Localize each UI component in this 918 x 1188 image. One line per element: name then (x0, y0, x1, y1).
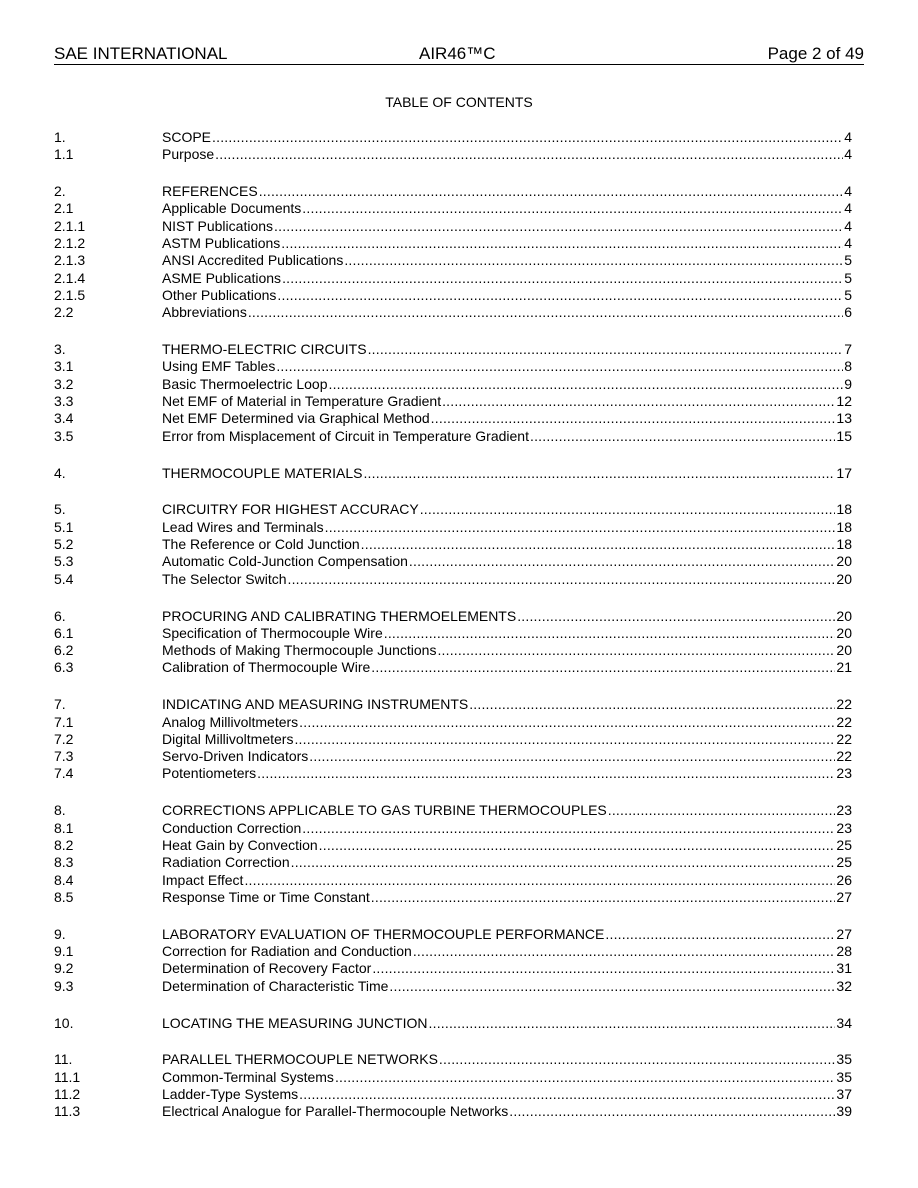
toc-entry-line (162, 536, 852, 553)
toc-entry-page: 4 (844, 235, 852, 252)
header-page-number: Page 2 of 49 (767, 44, 864, 63)
toc-entry-line (162, 465, 852, 482)
toc-entry-page: 26 (836, 871, 852, 888)
dot-leader (368, 341, 844, 358)
header-document-number: AIR46™C (419, 44, 496, 63)
toc-entry-number: 11. (54, 1051, 73, 1068)
toc-entry[interactable] (54, 696, 852, 713)
toc-entry-page: 4 (844, 183, 852, 200)
toc-entry[interactable] (54, 837, 852, 854)
dot-leader (409, 553, 836, 570)
toc-entry-number: 2.1.5 (54, 286, 86, 303)
toc-entry[interactable] (54, 571, 852, 588)
toc-entry-line (162, 341, 852, 358)
toc-entry[interactable] (54, 270, 852, 287)
toc-entry[interactable] (54, 465, 852, 482)
toc-entry-line (162, 714, 852, 731)
dot-leader (309, 748, 835, 765)
toc-entry-page: 20 (836, 607, 852, 624)
dot-leader (509, 1103, 835, 1120)
toc-entry-page: 39 (836, 1103, 852, 1120)
toc-entry[interactable] (54, 1103, 852, 1120)
toc-entry-line (162, 519, 852, 536)
dot-leader (371, 659, 835, 676)
toc-entry-line (162, 696, 852, 713)
toc-entry-line (162, 731, 852, 748)
toc-entry[interactable] (54, 854, 852, 871)
dot-leader (259, 183, 844, 200)
toc-entry-number: 11.2 (54, 1086, 81, 1102)
toc-entry-number: 11.1 (54, 1068, 81, 1085)
toc-entry-title: ANSI Accredited Publications (162, 252, 344, 269)
toc-section (54, 183, 852, 321)
toc-entry-title: Other Publications (162, 286, 277, 303)
dot-leader (361, 536, 836, 553)
toc-entry-number: 2.1.3 (54, 252, 86, 269)
toc-entry[interactable] (54, 820, 852, 837)
toc-entry-number: 2.1.2 (54, 235, 86, 252)
toc-entry[interactable] (54, 358, 852, 375)
dot-leader (517, 608, 835, 625)
toc-entry[interactable] (54, 802, 852, 819)
toc-entry-line (162, 428, 852, 445)
toc-entry-number: 5.1 (54, 518, 74, 535)
toc-entry[interactable] (54, 889, 852, 906)
toc-entry-page: 20 (836, 642, 852, 659)
toc-entry-number: 8.4 (54, 871, 74, 888)
toc-entry-title: Net EMF Determined via Graphical Method (162, 410, 430, 427)
toc-entry[interactable] (54, 1015, 852, 1032)
toc-entry-line (162, 926, 852, 943)
toc-entry-page: 6 (844, 304, 852, 321)
toc-entry-title: THERMOCOUPLE MATERIALS (162, 464, 363, 481)
toc-entry-title: ASME Publications (162, 269, 282, 286)
toc-entry-number: 5.4 (54, 570, 74, 587)
dot-leader (277, 287, 843, 304)
toc-entry-line (162, 358, 852, 375)
toc-entry-line (162, 571, 852, 588)
toc-entry-number: 2.2 (54, 304, 74, 321)
toc-entry-title: Net EMF of Material in Temperature Gradient (162, 393, 442, 410)
toc-entry-title: Common-Terminal Systems (162, 1068, 334, 1085)
toc-entry-title: Analog Millivoltmeters (162, 713, 299, 730)
toc-entry-page: 32 (836, 977, 852, 994)
dot-leader (530, 428, 835, 445)
toc-entry-page: 22 (836, 696, 852, 713)
toc-entry-title: Ladder-Type Systems (162, 1086, 299, 1102)
toc-entry[interactable] (54, 1086, 852, 1103)
toc-entry-page: 18 (836, 518, 852, 535)
toc-entry[interactable] (54, 393, 852, 410)
toc-entry-page: 5 (844, 269, 852, 286)
toc-entry[interactable] (54, 519, 852, 536)
toc-entry-line (162, 235, 852, 252)
dot-leader (605, 926, 835, 943)
toc-entry[interactable] (54, 659, 852, 676)
toc-entry-line (162, 1015, 852, 1032)
toc-entry-number: 7. (54, 696, 66, 713)
toc-entry-page: 28 (836, 943, 852, 960)
toc-entry-page: 34 (836, 1014, 852, 1031)
toc-entry-title: Applicable Documents (162, 200, 302, 217)
toc-entry-number: 9. (54, 925, 66, 942)
toc-entry[interactable] (54, 872, 852, 889)
toc-entry[interactable] (54, 765, 852, 782)
dot-leader (282, 270, 843, 287)
toc-entry-page: 18 (836, 536, 852, 553)
toc-entry-title: LABORATORY EVALUATION OF THERMOCOUPLE PERFORMANCE (162, 925, 605, 942)
toc-entry[interactable] (54, 714, 852, 731)
toc-entry-number: 2.1.4 (54, 269, 86, 286)
toc-entry-title: INDICATING AND MEASURING INSTRUMENTS (162, 696, 469, 713)
toc-entry[interactable] (54, 642, 852, 659)
toc-entry-title: Specification of Thermocouple Wire (162, 624, 383, 641)
toc-entry-line (162, 129, 852, 146)
toc-entry-number: 6. (54, 607, 66, 624)
toc-entry-title: LOCATING THE MEASURING JUNCTION (162, 1014, 428, 1031)
toc-section (54, 129, 852, 164)
toc-entry-line (162, 765, 852, 782)
toc-section (54, 926, 852, 995)
toc-entry-page: 4 (844, 129, 852, 145)
toc-entry-line (162, 837, 852, 854)
toc-entry-number: 3.4 (54, 410, 74, 427)
dot-leader (328, 376, 843, 393)
toc-entry-page: 4 (844, 200, 852, 217)
toc-entry-number: 1.1 (54, 146, 74, 163)
toc-entry-number: 2.1 (54, 200, 74, 217)
toc-entry-page: 25 (836, 854, 852, 871)
toc-entry[interactable] (54, 553, 852, 570)
toc-section (54, 608, 852, 677)
toc-entry-line (162, 978, 852, 995)
toc-entry-number: 8.5 (54, 888, 74, 905)
toc-entry-page: 4 (844, 146, 852, 163)
toc-entry-title: The Selector Switch (162, 570, 287, 587)
toc-entry-title: Automatic Cold-Junction Compensation (162, 553, 408, 570)
toc-entry-number: 3.2 (54, 375, 74, 392)
toc-entry-number: 5.2 (54, 536, 74, 553)
toc-entry[interactable] (54, 960, 852, 977)
toc-entry[interactable] (54, 978, 852, 995)
toc-entry-line (162, 183, 852, 200)
dot-leader (431, 410, 836, 427)
toc-entry-page: 7 (844, 341, 852, 358)
toc-section (54, 465, 852, 482)
toc-entry-title: Determination of Recovery Factor (162, 960, 372, 977)
toc-entry-page: 15 (836, 427, 852, 444)
toc-entry[interactable] (54, 218, 852, 235)
toc-entry-title: CORRECTIONS APPLICABLE TO GAS TURBINE THERMOCOUPLES (162, 802, 607, 819)
toc-entry-number: 6.1 (54, 624, 74, 641)
toc-entry-line (162, 820, 852, 837)
toc-entry-number: 9.3 (54, 977, 74, 994)
toc-entry-page: 22 (836, 713, 852, 730)
dot-leader (325, 519, 836, 536)
toc-entry-line (162, 146, 852, 163)
toc-entry[interactable] (54, 501, 852, 518)
toc-entry[interactable] (54, 129, 852, 146)
toc-entry-number: 4. (54, 464, 66, 481)
toc-entry-title: THERMO-ELECTRIC CIRCUITS (162, 341, 367, 358)
toc-entry[interactable] (54, 410, 852, 427)
toc-entry-line (162, 553, 852, 570)
toc-entry-line (162, 287, 852, 304)
toc-entry-number: 11.3 (54, 1103, 81, 1120)
toc-entry-title: Lead Wires and Terminals (162, 518, 324, 535)
toc-entry-page: 25 (836, 836, 852, 853)
toc-entry-number: 8. (54, 802, 66, 819)
toc-entry-title: Radiation Correction (162, 854, 290, 871)
toc-entry-number: 7.4 (54, 765, 74, 782)
toc-entry-page: 20 (836, 553, 852, 570)
toc-entry-line (162, 410, 852, 427)
toc-entry-line (162, 608, 852, 625)
toc-entry-title: Using EMF Tables (162, 358, 276, 375)
toc-entry-title: Purpose (162, 146, 215, 163)
toc-entry[interactable] (54, 1051, 852, 1068)
toc-title: TABLE OF CONTENTS (385, 94, 533, 110)
toc-entry-number: 10. (54, 1014, 74, 1031)
toc-entry-line (162, 218, 852, 235)
dot-leader (608, 802, 836, 819)
dot-leader (288, 571, 836, 588)
toc-entry[interactable] (54, 926, 852, 943)
toc-entry[interactable] (54, 287, 852, 304)
toc-entry-page: 8 (844, 358, 852, 375)
toc-entry-number: 8.2 (54, 836, 74, 853)
toc-entry[interactable] (54, 376, 852, 393)
toc-entry[interactable] (54, 748, 852, 765)
toc-entry[interactable] (54, 252, 852, 269)
toc-entry-title: Calibration of Thermocouple Wire (162, 659, 371, 676)
toc-section (54, 501, 852, 587)
toc-entry-line (162, 625, 852, 642)
toc-entry-line (162, 270, 852, 287)
toc-entry-title: CIRCUITRY FOR HIGHEST ACCURACY (162, 501, 419, 518)
toc-entry-page: 23 (836, 819, 852, 836)
dot-leader (437, 642, 835, 659)
toc-entry-page: 31 (836, 960, 852, 977)
toc-entry-page: 35 (836, 1068, 852, 1085)
toc-entry[interactable] (54, 625, 852, 642)
toc-entry[interactable] (54, 341, 852, 358)
toc-entry-page: 23 (836, 802, 852, 819)
toc-entry[interactable] (54, 943, 852, 960)
toc-entry-title: Digital Millivoltmeters (162, 730, 294, 747)
toc-entry-page: 20 (836, 570, 852, 587)
toc-entry-page: 22 (836, 730, 852, 747)
toc-entry-line (162, 200, 852, 217)
toc-entry-number: 6.2 (54, 642, 74, 659)
toc-entry[interactable] (54, 1069, 852, 1086)
toc-entry-title: Potentiometers (162, 765, 257, 782)
toc-entry-number: 7.2 (54, 730, 74, 747)
toc-entry-page: 21 (836, 659, 852, 676)
toc-entry-number: 3.1 (54, 358, 74, 375)
toc-entry-line (162, 854, 852, 871)
dot-leader (215, 146, 843, 163)
toc-entry-page: 5 (844, 286, 852, 303)
dot-leader (372, 960, 835, 977)
toc-entry-page: 37 (836, 1086, 852, 1102)
toc-entry-title: The Reference or Cold Junction (162, 536, 360, 553)
toc-section (54, 696, 852, 782)
toc-section (54, 341, 852, 445)
toc-entry-number: 8.3 (54, 854, 74, 871)
toc-section (54, 802, 852, 906)
toc-section (54, 1015, 852, 1032)
dot-leader (244, 872, 835, 889)
toc-entry-line (162, 642, 852, 659)
toc-entry-number: 8.1 (54, 819, 74, 836)
toc-entry[interactable] (54, 183, 852, 200)
toc-entry-title: Servo-Driven Indicators (162, 748, 309, 765)
dot-leader (442, 393, 835, 410)
toc-entry-page: 12 (836, 393, 852, 410)
toc-entry[interactable] (54, 304, 852, 321)
toc-entry-page: 22 (836, 748, 852, 765)
toc-entry-number: 5. (54, 501, 66, 518)
toc-entry-page: 35 (836, 1051, 852, 1068)
dot-leader (257, 765, 835, 782)
dot-leader (248, 304, 843, 321)
toc-entry-line (162, 304, 852, 321)
page-header (54, 44, 864, 65)
toc-entry-number: 6.3 (54, 659, 74, 676)
toc-entry-line (162, 252, 852, 269)
toc-entry-title: PROCURING AND CALIBRATING THERMOELEMENTS (162, 607, 517, 624)
toc-entry-line (162, 501, 852, 518)
dot-leader (389, 978, 835, 995)
dot-leader (212, 129, 843, 146)
toc-entry-title: Conduction Correction (162, 819, 302, 836)
toc-entry-line (162, 802, 852, 819)
toc-entry-number: 9.1 (54, 943, 74, 960)
dot-leader (429, 1015, 836, 1032)
toc-entry-line (162, 872, 852, 889)
toc-entry-number: 2.1.1 (54, 217, 86, 234)
dot-leader (319, 837, 836, 854)
toc-entry-title: Methods of Making Thermocouple Junctions (162, 642, 437, 659)
dot-leader (420, 501, 836, 518)
toc-entry-title: ASTM Publications (162, 235, 281, 252)
dot-leader (413, 943, 836, 960)
toc-entry-title: REFERENCES (162, 183, 258, 200)
toc-entry-line (162, 659, 852, 676)
toc-entry-page: 18 (836, 501, 852, 518)
toc-entry[interactable] (54, 428, 852, 445)
toc-entry-page: 9 (844, 375, 852, 392)
toc-entry-page: 5 (844, 252, 852, 269)
toc-entry-title: Electrical Analogue for Parallel-Thermocouple Networks (162, 1103, 509, 1120)
toc-entry-title: SCOPE (162, 129, 212, 145)
toc-entry-title: Determination of Characteristic Time (162, 977, 389, 994)
toc-entry-line (162, 376, 852, 393)
toc-entry-title: Abbreviations (162, 304, 247, 321)
toc-entry-title: Error from Misplacement of Circuit in Temperature Gradient (162, 427, 529, 444)
dot-leader (371, 889, 836, 906)
toc-entry-page: 20 (836, 624, 852, 641)
dot-leader (281, 235, 843, 252)
header-organization: SAE INTERNATIONAL (54, 44, 228, 63)
toc-entry[interactable] (54, 536, 852, 553)
toc-entry-page: 23 (836, 765, 852, 782)
dot-leader (291, 854, 836, 871)
dot-leader (363, 465, 835, 482)
toc-entry-title: PARALLEL THERMOCOUPLE NETWORKS (162, 1051, 438, 1068)
toc-entry[interactable] (54, 608, 852, 625)
toc-entry-number: 3.3 (54, 393, 74, 410)
toc-entry-line (162, 960, 852, 977)
toc-entry-title: NIST Publications (162, 217, 274, 234)
dot-leader (335, 1069, 835, 1086)
toc-entry[interactable] (54, 200, 852, 217)
toc-entry-title: Response Time or Time Constant (162, 888, 370, 905)
toc-entry-number: 9.2 (54, 960, 74, 977)
toc-entry-page: 13 (836, 410, 852, 427)
toc-entry-title: Heat Gain by Convection (162, 836, 318, 853)
table-of-contents (54, 129, 852, 1140)
dot-leader (344, 252, 843, 269)
toc-entry-number: 3. (54, 341, 66, 358)
toc-entry-number: 2. (54, 183, 66, 200)
toc-entry-line (162, 393, 852, 410)
toc-entry-page: 4 (844, 217, 852, 234)
toc-entry-title: Basic Thermoelectric Loop (162, 375, 328, 392)
dot-leader (276, 358, 843, 375)
toc-entry-line (162, 1051, 852, 1068)
toc-entry-number: 5.3 (54, 553, 74, 570)
toc-entry-page: 27 (836, 925, 852, 942)
toc-entry-line (162, 1103, 852, 1120)
toc-entry-line (162, 1086, 852, 1103)
toc-entry-number: 7.3 (54, 748, 74, 765)
dot-leader (302, 820, 835, 837)
dot-leader (469, 696, 835, 713)
toc-entry-title: Impact Effect (162, 871, 244, 888)
toc-entry-page: 27 (836, 888, 852, 905)
toc-entry-page: 17 (836, 464, 852, 481)
toc-entry-number: 7.1 (54, 713, 74, 730)
toc-entry[interactable] (54, 146, 852, 163)
toc-entry-line (162, 748, 852, 765)
toc-entry[interactable] (54, 235, 852, 252)
toc-entry-number: 1. (54, 129, 66, 145)
toc-entry-line (162, 889, 852, 906)
toc-entry[interactable] (54, 731, 852, 748)
toc-section (54, 1051, 852, 1120)
toc-entry-title: Correction for Radiation and Conduction (162, 943, 412, 960)
toc-entry-line (162, 943, 852, 960)
dot-leader (299, 1086, 835, 1103)
dot-leader (294, 731, 835, 748)
toc-entry-number: 3.5 (54, 427, 74, 444)
dot-leader (274, 218, 843, 235)
dot-leader (299, 714, 835, 731)
dot-leader (439, 1051, 836, 1068)
dot-leader (384, 625, 836, 642)
dot-leader (302, 200, 843, 217)
toc-entry-line (162, 1069, 852, 1086)
